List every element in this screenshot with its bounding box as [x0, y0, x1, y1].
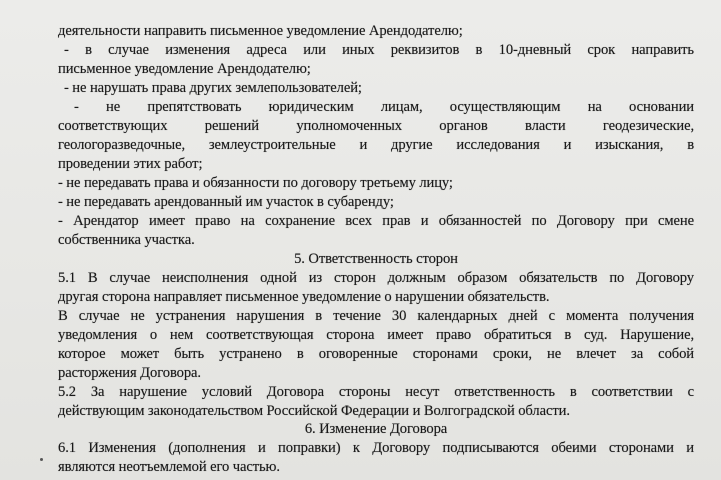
text-line: соответствующих решений уполномоченных органов власти геодезические,	[58, 118, 694, 134]
text-line: - не передавать права и обязанности по договору третьему лицу;	[58, 175, 453, 191]
text-line: 5.2 За нарушение условий Договора стороны несут ответственность в соответствии с	[58, 384, 694, 400]
text-line: письменное уведомление Арендодателю;	[58, 61, 311, 77]
text-line: В случае не устранения нарушения в течение 30 календарных дней с момента получения	[58, 308, 694, 324]
section-heading-6: 6. Изменение Договора	[304, 421, 448, 437]
speck-mark	[40, 458, 43, 461]
text-line: 5.1 В случае неисполнения одной из сторон должным образом обязательств по Договору	[58, 270, 694, 286]
text-line: являются неотъемлемой его частью.	[58, 459, 280, 475]
text-line: действующим законодательством Российской Федерации и Волгоградской области.	[58, 403, 570, 419]
text-line: которое может быть устранено в оговоренные сторонами сроки, не влечет за собой	[58, 346, 694, 362]
text-line: - не передавать арендованный им участок в субаренду;	[58, 194, 394, 210]
text-line: расторжения Договора.	[58, 365, 201, 381]
text-line: деятельности направить письменное уведомление Арендодателю;	[58, 23, 463, 39]
text-line: собственника участка.	[58, 232, 195, 248]
text-line: другая сторона направляет письменное уведомление о нарушении обязательств.	[58, 289, 550, 305]
text-line: геологоразведочные, землеустроительные и другие исследования и изыскания, в	[58, 137, 694, 153]
text-line: 6.1 Изменения (дополнения и поправки) к Договору подписываются обеими сторонами и	[58, 440, 694, 456]
text-line: проведении этих работ;	[58, 156, 203, 172]
text-line: - в случае изменения адреса или иных реквизитов в 10-дневный срок направить	[64, 42, 694, 58]
section-heading-5: 5. Ответственность сторон	[294, 251, 458, 267]
text-line: - Арендатор имеет право на сохранение всех прав и обязанностей по Договору при смене	[58, 213, 694, 229]
text-line: - не препятствовать юридическим лицам, осуществляющим на основании	[74, 99, 694, 115]
text-line: уведомления о нем соответствующая сторона имеет право обратиться в суд. Нарушение,	[58, 327, 694, 343]
text-line: - не нарушать права других землепользователей;	[64, 80, 362, 96]
